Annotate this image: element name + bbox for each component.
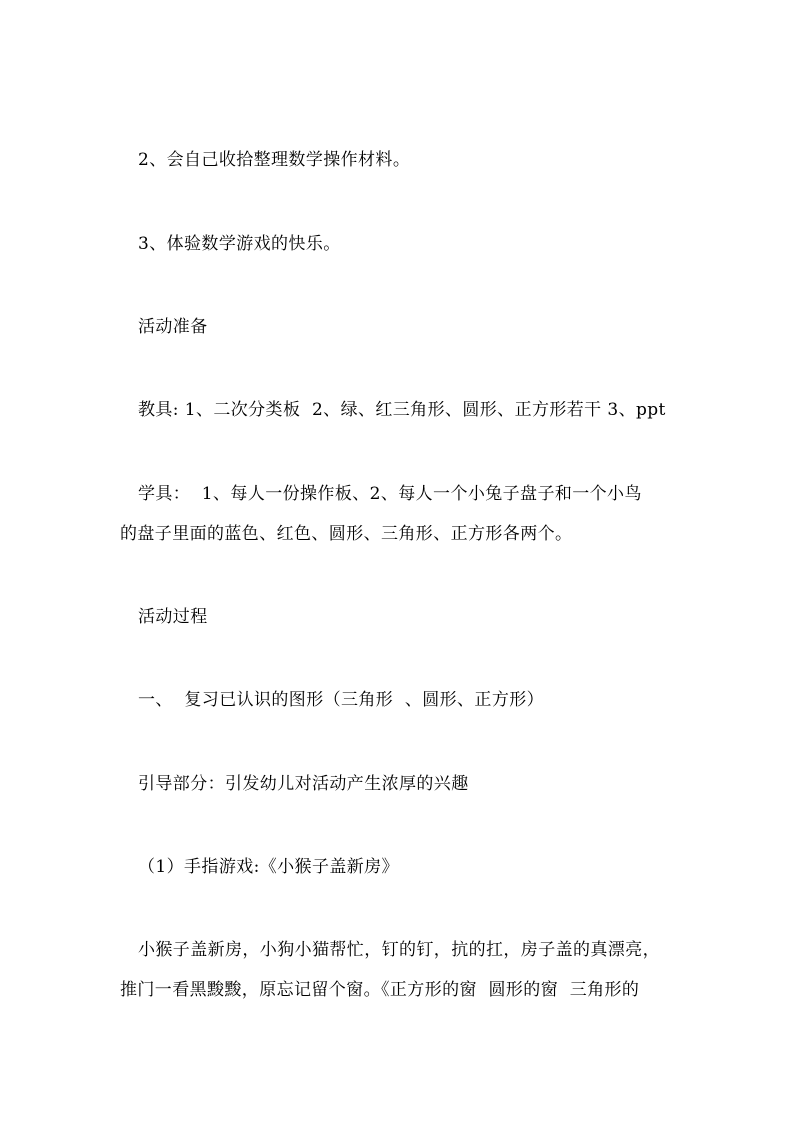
rhyme-line-2: 推门一看黑黢黢，原忘记留个窗。《正方形的窗 圆形的窗 三角形的 [120, 980, 640, 1000]
goal-line-2: 2、会自己收拾整理数学操作材料。 [138, 150, 411, 170]
rhyme-line-1: 小猴子盖新房，小狗小猫帮忙，钉的钉，抗的扛，房子盖的真漂亮， [138, 940, 660, 960]
guide-part-line: 引导部分：引发幼儿对活动产生浓厚的兴趣 [138, 774, 469, 794]
section-heading-preparation: 活动准备 [138, 317, 208, 337]
goal-line-3: 3、体验数学游戏的快乐。 [138, 234, 341, 254]
learning-aids-line-cont: 的盘子里面的蓝色、红色、圆形、三角形、正方形各两个。 [120, 524, 573, 544]
teaching-aids-line: 教具: 1、二次分类板 2、绿、红三角形、圆形、正方形若干 3、ppt [138, 400, 666, 420]
section-heading-process: 活动过程 [138, 607, 208, 627]
finger-game-line: （1）手指游戏:《小猴子盖新房》 [138, 857, 399, 877]
learning-aids-line: 学具： 1、每人一份操作板、2、每人一个小兔子盘子和一个小鸟 [138, 484, 642, 504]
step-one-line: 一、 复习已认识的图形（三角形 、圆形、正方形） [138, 690, 545, 710]
